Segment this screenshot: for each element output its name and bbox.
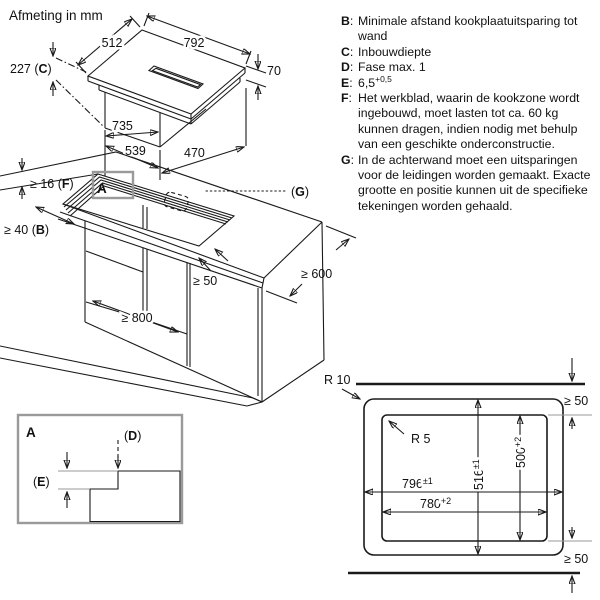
dim-70-label: 70 bbox=[267, 64, 281, 78]
legend-key-G: G: bbox=[341, 152, 354, 167]
dim-780-label: $780^{+2}$ bbox=[420, 496, 452, 511]
dim-539-label: 539 bbox=[125, 144, 146, 158]
legend-key-C: C: bbox=[341, 44, 354, 59]
dim-796 bbox=[365, 476, 562, 492]
dim-227c-label: 227 (C) bbox=[10, 62, 52, 76]
dim-50-bottom-label: ≥ 50 bbox=[564, 552, 589, 566]
dim-792-label: 792 bbox=[183, 36, 205, 50]
dim-600-label: ≥ 600 bbox=[301, 267, 333, 281]
detail-a-marker-label: A bbox=[97, 181, 107, 196]
dim-792 bbox=[144, 13, 251, 64]
dim-16f-label: ≥ 16 (F) bbox=[30, 177, 74, 191]
detail-a-view bbox=[18, 415, 182, 523]
dim-500-label: $500^{+2}$ bbox=[513, 436, 528, 468]
radius-r5-label: R 5 bbox=[411, 432, 431, 446]
rear-outlet bbox=[163, 185, 309, 212]
dim-735-label: 735 bbox=[112, 119, 133, 133]
dim-d-label: (D) bbox=[124, 429, 142, 443]
legend-key-D: D: bbox=[341, 60, 354, 75]
dim-512-label: 512 bbox=[101, 36, 123, 50]
dim-16f bbox=[22, 158, 74, 199]
legend-key-E: E: bbox=[341, 75, 353, 90]
legend-key-F: F: bbox=[341, 91, 352, 106]
outlet-g-label: (G) bbox=[291, 185, 310, 199]
page-title: Afmeting in mm bbox=[9, 8, 103, 23]
dim-227c bbox=[10, 42, 103, 126]
dim-500 bbox=[513, 416, 528, 540]
dim-512 bbox=[76, 16, 140, 73]
dim-chamfer-d bbox=[118, 429, 141, 468]
cutout-top-view bbox=[324, 358, 592, 593]
dim-rebate-e bbox=[33, 452, 67, 508]
dim-40b-label: ≥ 40 (B) bbox=[4, 223, 50, 237]
dim-516 bbox=[471, 400, 486, 554]
dim-50-top bbox=[548, 358, 592, 429]
dim-e-label: (E) bbox=[33, 475, 50, 489]
dim-796-label: $796^{\pm 1}$ bbox=[402, 476, 433, 491]
dim-470-label: 470 bbox=[184, 146, 205, 160]
detail-a-label: A bbox=[26, 425, 36, 440]
dim-800-label: ≥ 800 bbox=[121, 311, 153, 325]
counter-isometric-view bbox=[0, 152, 356, 406]
legend-text-G: In de achterwand moet een uitsparingen voor de leidingen worden gemaakt. Exacte grootte en positie kunnen uit de specifieke tekeningen worden gehaald. bbox=[358, 152, 591, 213]
cutout-outer-rect bbox=[364, 399, 563, 555]
dim-516-label: $516^{\pm 1}$ bbox=[471, 459, 486, 490]
dim-600 bbox=[266, 226, 356, 303]
dim-50-top-label: ≥ 50 bbox=[564, 394, 589, 408]
dim-50-bottom bbox=[548, 527, 592, 593]
radius-r10-label: R 10 bbox=[324, 373, 351, 387]
dim-70 bbox=[246, 54, 281, 100]
dim-50-front-label: ≥ 50 bbox=[193, 274, 218, 288]
legend-text-E: $6,5^{+0,5}$ bbox=[358, 73, 392, 90]
dim-780 bbox=[383, 496, 546, 512]
legend-text-B: Minimale afstand kookplaatuitsparing tot wand bbox=[358, 14, 578, 44]
dim-800 bbox=[93, 301, 178, 332]
hob-isometric-view bbox=[10, 13, 281, 180]
legend-text-D: Fase max. 1 bbox=[358, 60, 426, 75]
legend-text-C: Inbouwdiepte bbox=[358, 44, 432, 59]
worktop-section-hatch bbox=[90, 471, 180, 522]
dim-40b bbox=[4, 207, 74, 237]
hob-base-frame bbox=[99, 78, 240, 124]
hob-vent-slot bbox=[149, 66, 203, 89]
legend-text-F: Het werkblad, waarin de kookzone wordt ingebouwd, moet lasten tot ca. 60 kg kunnen dragen, indien nodig met behulp van een geschikte onderconstructie. bbox=[358, 91, 580, 152]
legend-key-B: B: bbox=[341, 14, 354, 28]
